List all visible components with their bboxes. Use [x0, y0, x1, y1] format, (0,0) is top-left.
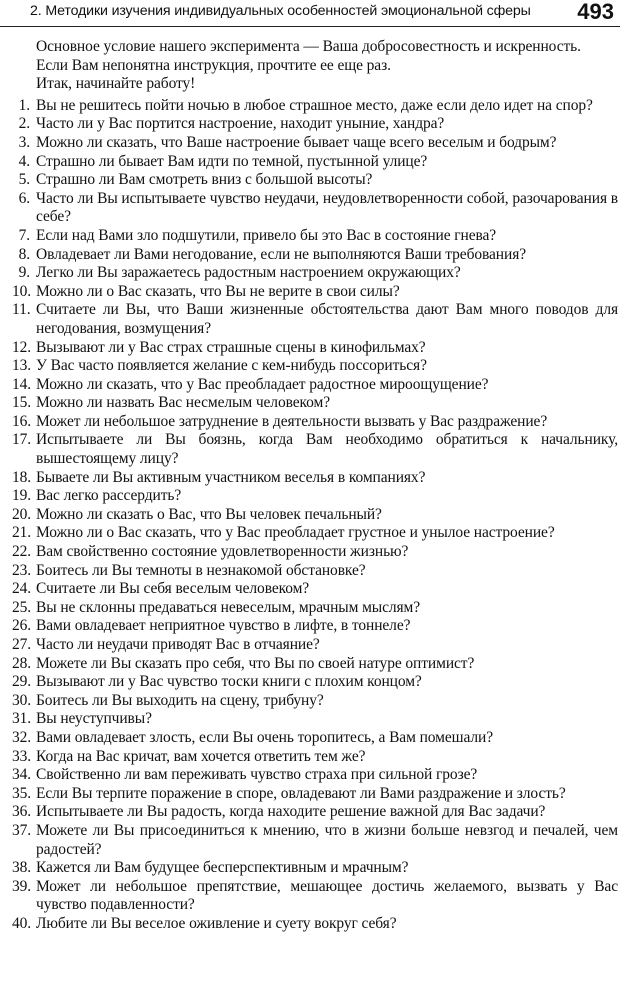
- question-item: [12, 134, 618, 153]
- instruction-line: Итак, начинайте работу!: [36, 75, 196, 93]
- question-item: [12, 599, 618, 618]
- question-item: [12, 729, 618, 748]
- question-number: 25.: [12, 598, 32, 616]
- question-text: Боитесь ли Вы выходить на сцену, трибуну?: [36, 691, 324, 709]
- question-item: [12, 190, 618, 227]
- question-number: 39.: [12, 877, 32, 895]
- question-number: 14.: [12, 375, 32, 393]
- question-text: Может ли небольшое затруднение в деятельности вызвать у Вас раздражение?: [36, 412, 548, 430]
- page-number: 493: [577, 0, 614, 24]
- question-item: [12, 673, 618, 692]
- question-item: [12, 617, 618, 636]
- question-text: Можете ли Вы присоединиться к мнению, что в жизни больше невзгод и печалей, чем радостей?: [36, 821, 618, 858]
- question-item: [12, 413, 618, 432]
- question-text: Часто ли у Вас портится настроение, находит уныние, хандра?: [36, 115, 445, 133]
- question-text: Можно ли назвать Вас несмелым человеком?: [36, 394, 330, 412]
- question-item: [12, 431, 618, 468]
- question-text: Бываете ли Вы активным участником веселья в компаниях?: [36, 468, 426, 486]
- question-text: Свойственно ли вам переживать чувство страха при сильной грозе?: [36, 766, 478, 784]
- question-number: 32.: [12, 728, 32, 746]
- question-item: [12, 562, 618, 581]
- question-item: [12, 227, 618, 246]
- question-number: 15.: [12, 394, 32, 412]
- question-number: 30.: [12, 691, 32, 709]
- question-item: [12, 524, 618, 543]
- question-text: Вами овладевает неприятное чувство в лифте, в тоннеле?: [36, 617, 411, 635]
- question-item: [12, 115, 618, 134]
- question-item: [12, 655, 618, 674]
- question-number: 37.: [12, 821, 32, 839]
- question-number: 38.: [12, 859, 32, 877]
- question-number: 22.: [12, 543, 32, 561]
- question-number: 10.: [12, 282, 32, 300]
- question-item: [12, 506, 618, 525]
- question-text: Любите ли Вы веселое оживление и суету вокруг себя?: [36, 914, 397, 932]
- question-item: [12, 803, 618, 822]
- question-text: Вы не склонны предаваться невеселым, мрачным мыслям?: [36, 598, 421, 616]
- question-item: [12, 469, 618, 488]
- question-number: 33.: [12, 747, 32, 765]
- question-number: 26.: [12, 617, 32, 635]
- question-text: У Вас часто появляется желание с кем-нибудь поссориться?: [36, 357, 427, 375]
- question-item: [12, 710, 618, 729]
- question-number: 9.: [18, 264, 30, 282]
- question-text: Овладевает ли Вами негодование, если не выполняются Ваши требования?: [36, 245, 527, 263]
- question-text: Можно ли сказать о Вас, что Вы человек печальный?: [36, 505, 382, 523]
- question-number: 34.: [12, 766, 32, 784]
- question-number: 21.: [12, 524, 32, 542]
- question-text: Если над Вами зло подшутили, привело бы это Вас в состояние гнева?: [36, 226, 497, 244]
- question-number: 7.: [18, 226, 30, 244]
- question-item: [12, 636, 618, 655]
- question-item: [12, 543, 618, 562]
- question-number: 23.: [12, 561, 32, 579]
- question-item: [12, 246, 618, 265]
- question-number: 20.: [12, 505, 32, 523]
- question-number: 24.: [12, 580, 32, 598]
- question-item: [12, 748, 618, 767]
- question-item: [12, 153, 618, 172]
- question-text: Вы не решитесь пойти ночью в любое страшное место, даже если дело идет на спор?: [36, 96, 593, 114]
- question-item: [12, 822, 618, 859]
- question-number: 6.: [18, 189, 30, 207]
- question-text: Страшно ли бывает Вам идти по темной, пустынной улице?: [36, 152, 428, 170]
- question-item: [12, 339, 618, 358]
- question-text: Если Вы терпите поражение в споре, овладевают ли Вами раздражение и злость?: [36, 784, 566, 802]
- running-header: [0, 0, 620, 27]
- question-text: Считаете ли Вы себя веселым человеком?: [36, 580, 310, 598]
- question-text: Может ли небольшое препятствие, мешающее достичь желаемого, вызвать у Вас чувство подавленности?: [36, 877, 618, 914]
- question-number: 18.: [12, 468, 32, 486]
- question-text: Вы неуступчивы?: [36, 710, 152, 728]
- question-text: Можно ли сказать, что Ваше настроение бывает чаще всего веселым и бодрым?: [36, 133, 557, 151]
- question-number: 35.: [12, 784, 32, 802]
- question-number: 2.: [18, 115, 30, 133]
- question-item: [12, 171, 618, 190]
- instruction-paragraph: [12, 38, 618, 94]
- question-number: 11.: [12, 301, 31, 319]
- instruction-line: Основное условие нашего эксперимента — Ваша добросовестность и искренность.: [36, 38, 581, 55]
- question-text: Страшно ли Вам смотреть вниз с большой высоты?: [36, 171, 373, 189]
- question-item: [12, 692, 618, 711]
- question-number: 17.: [12, 431, 32, 449]
- question-item: [12, 766, 618, 785]
- question-number: 27.: [12, 636, 32, 653]
- question-item: [12, 580, 618, 599]
- question-item: [12, 394, 618, 413]
- question-item: [12, 264, 618, 283]
- question-number: 36.: [12, 803, 32, 821]
- question-text: Кажется ли Вам будущее бесперспективным и мрачным?: [36, 859, 409, 877]
- question-item: [12, 915, 618, 934]
- question-number: 19.: [12, 487, 32, 505]
- question-text: Вами овладевает злость, если Вы очень торопитесь, а Вам помешали?: [36, 728, 493, 746]
- question-text: Можно ли о Вас сказать, что у Вас преобладает грустное и унылое настроение?: [36, 524, 555, 542]
- question-text: Легко ли Вы заражаетесь радостным настроением окружающих?: [36, 264, 461, 282]
- question-item: [12, 97, 618, 116]
- question-number: 16.: [12, 412, 32, 430]
- page-body: [12, 38, 618, 934]
- question-number: 12.: [12, 338, 32, 356]
- instruction-line: Если Вам непонятна инструкция, прочтите ее еще раз.: [36, 56, 391, 74]
- question-text: Боитесь ли Вы темноты в незнакомой обстановке?: [36, 561, 366, 579]
- question-text: Испытываете ли Вы боязнь, когда Вам необходимо обратиться к начальнику, вышестоящему лицу?: [36, 431, 618, 468]
- chapter-title: 2. Методики изучения индивидуальных особенностей эмоциональной сферы: [30, 3, 531, 19]
- question-number: 29.: [12, 673, 32, 691]
- question-number: 8.: [18, 245, 30, 263]
- question-text: Часто ли неудачи приводят Вас в отчаяние?: [36, 636, 320, 653]
- question-number: 13.: [12, 357, 32, 375]
- question-number: 4.: [18, 152, 30, 170]
- question-text: Вызывают ли у Вас чувство тоски книги с плохим концом?: [36, 673, 422, 691]
- question-item: [12, 785, 618, 804]
- question-list: [12, 97, 618, 934]
- question-text: Часто ли Вы испытываете чувство неудачи, неудовлетворенности собой, разочарования в себе?: [36, 189, 618, 226]
- question-text: Вызывают ли у Вас страх страшные сцены в кинофильмах?: [36, 338, 426, 356]
- question-text: Вас легко рассердить?: [36, 487, 182, 505]
- question-item: [12, 301, 618, 338]
- question-item: [12, 859, 618, 878]
- question-item: [12, 283, 618, 302]
- question-item: [12, 357, 618, 376]
- question-number: 31.: [12, 710, 32, 728]
- question-number: 40.: [12, 914, 32, 932]
- question-text: Вам свойственно состояние удовлетворенности жизнью?: [36, 543, 409, 561]
- question-item: [12, 487, 618, 506]
- question-item: [12, 376, 618, 395]
- question-text: Можете ли Вы сказать про себя, что Вы по своей натуре оптимист?: [36, 654, 475, 672]
- question-number: 1.: [18, 96, 30, 114]
- question-text: Когда на Вас кричат, вам хочется ответить тем же?: [36, 747, 366, 765]
- question-text: Испытываете ли Вы радость, когда находите решение важной для Вас задачи?: [36, 803, 546, 821]
- question-item: [12, 878, 618, 915]
- question-number: 5.: [18, 171, 30, 189]
- question-number: 3.: [18, 133, 30, 151]
- question-text: Можно ли о Вас сказать, что Вы не верите в свои силы?: [36, 282, 400, 300]
- question-number: 28.: [12, 654, 32, 672]
- question-text: Можно ли сказать, что у Вас преобладает радостное мироощущение?: [36, 375, 489, 393]
- question-text: Считаете ли Вы, что Ваши жизненные обстоятельства дают Вам много поводов для негодования, возмущения?: [36, 301, 618, 337]
